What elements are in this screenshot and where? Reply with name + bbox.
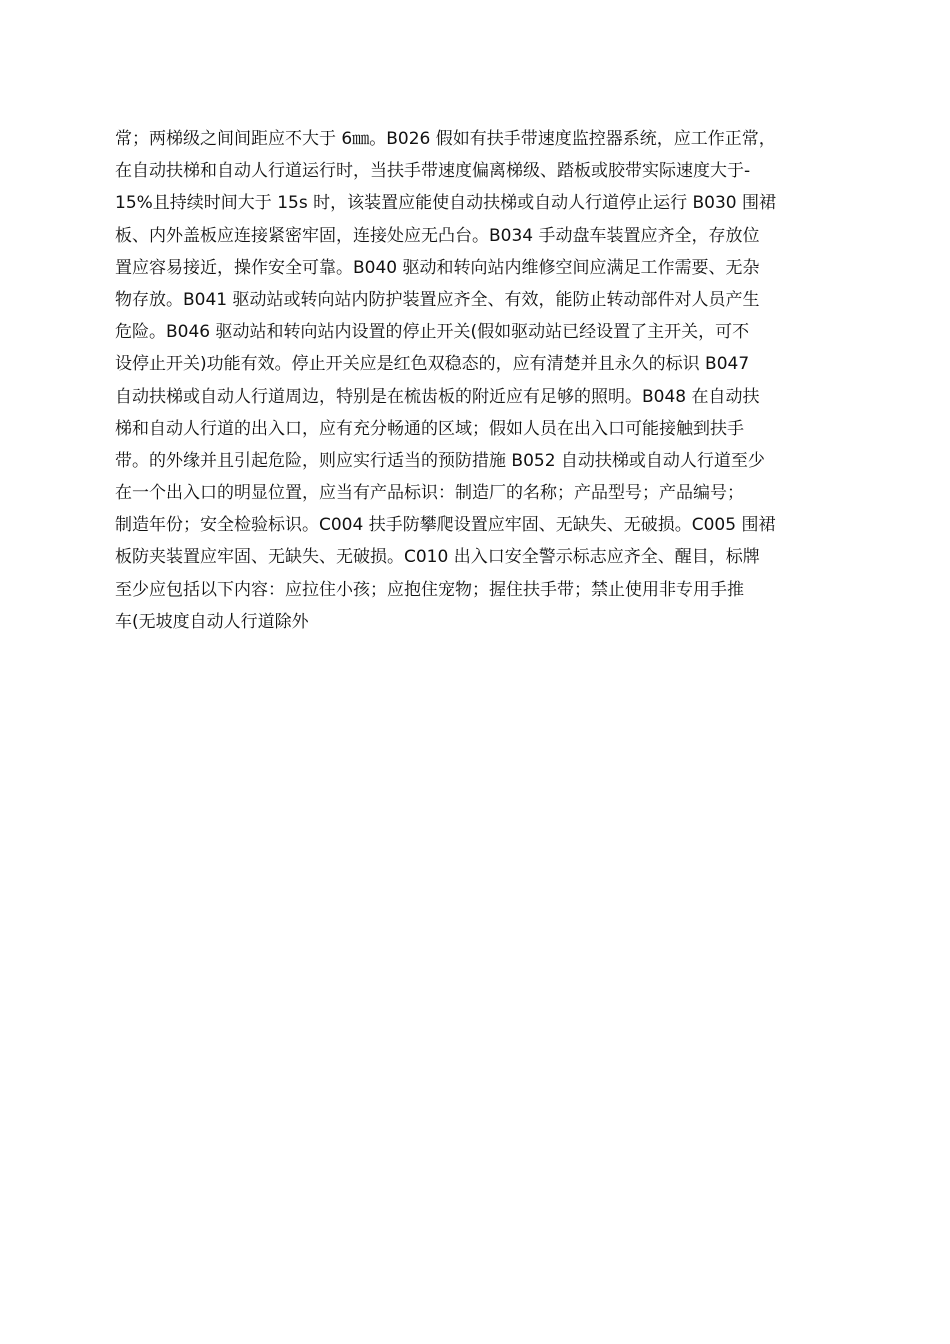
text-line: 置应容易接近，操作安全可靠。B040 驱动和转向站内维修空间应满足工作需要、无杂 xyxy=(115,257,760,278)
text-line: 在一个出入口的明显位置，应当有产品标识：制造厂的名称；产品型号；产品编号； xyxy=(115,483,744,504)
text-line: 自动扶梯或自动人行道周边，特别是在梳齿板的附近应有足够的照明。B048 在自动扶 xyxy=(115,386,760,407)
text-line: 板、内外盖板应连接紧密牢固，连接处应无凸台。B034 手动盘车装置应齐全，存放位 xyxy=(115,225,760,246)
text-line: 制造年份；安全检验标识。C004 扶手防攀爬设置应牢固、无缺失、无破损。C005 围裙 xyxy=(115,515,776,536)
text-line: 车(无坡度自动人行道除外 xyxy=(115,611,309,632)
text-line: 危险。B046 驱动站和转向站内设置的停止开关(假如驱动站已经设置了主开关，可不 xyxy=(115,322,750,343)
text-line: 板防夹装置应牢固、无缺失、无破损。C010 出入口安全警示标志应齐全、醒目，标牌 xyxy=(115,547,760,568)
text-line: 物存放。B041 驱动站或转向站内防护装置应齐全、有效，能防止转动部件对人员产生 xyxy=(115,289,760,310)
text-line: 梯和自动人行道的出入口，应有充分畅通的区域；假如人员在出入口可能接触到扶手 xyxy=(115,418,744,439)
text-line: 15%且持续时间大于 15s 时，该装置应能使自动扶梯或自动人行道停止运行 B030 围裙 xyxy=(115,193,776,214)
text-line: 在自动扶梯和自动人行道运行时，当扶手带速度偏离梯级、踏板或胶带实际速度大于- xyxy=(115,161,751,182)
body-text xyxy=(115,123,845,638)
text-line: 带。的外缘并且引起危险，则应实行适当的预防措施 B052 自动扶梯或自动人行道至少 xyxy=(115,450,765,471)
text-line: 至少应包括以下内容：应拉住小孩；应抱住宠物；握住扶手带；禁止使用非专用手推 xyxy=(115,579,744,600)
text-line: 设停止开关)功能有效。停止开关应是红色双稳态的，应有清楚并且永久的标识 B047 xyxy=(115,354,750,375)
text-line: 常；两梯级之间间距应不大于 6㎜。B026 假如有扶手带速度监控器系统，应工作正常， xyxy=(115,129,776,149)
